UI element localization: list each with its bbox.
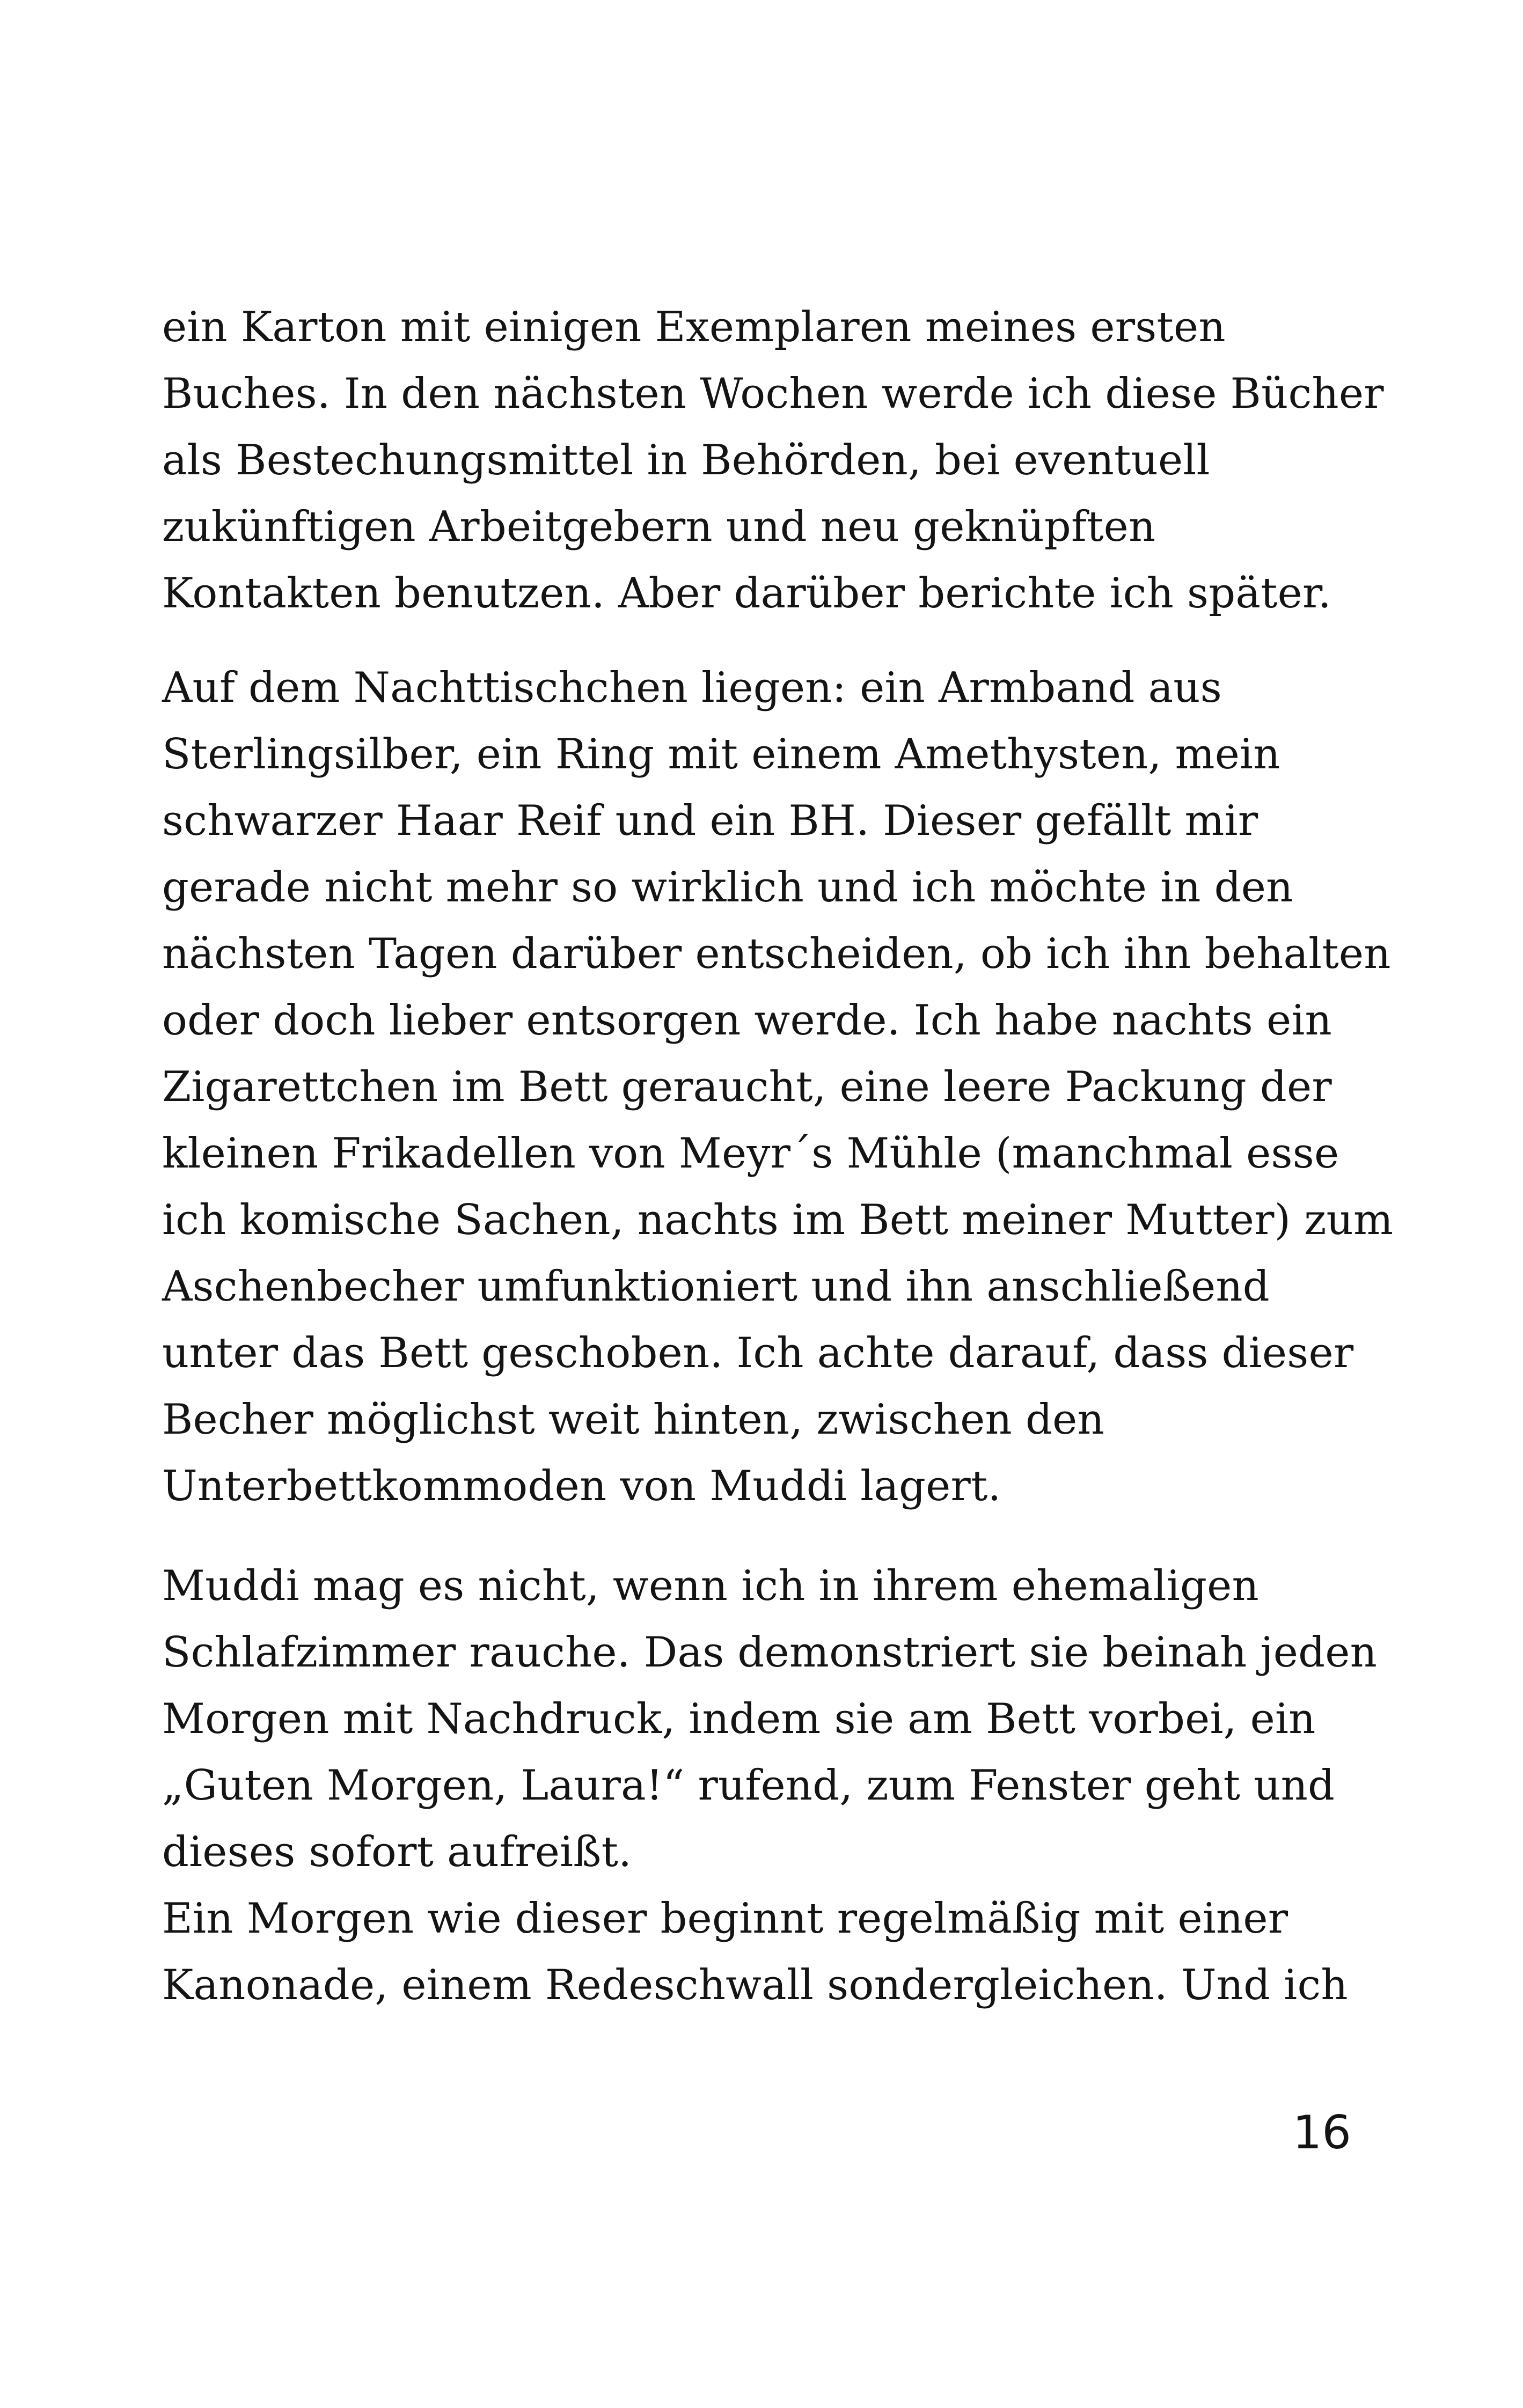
text-line: oder doch lieber entsorgen werde. Ich habe nachts ein (162, 996, 1332, 1045)
text-line: Aschenbecher umfunktioniert und ihn anschließend (162, 1262, 1270, 1311)
text-line: zukünftigen Arbeitgebern und neu geknüpften (162, 503, 1156, 551)
text-line: Kontakten benutzen. Aber darüber berichte ich später. (162, 569, 1331, 618)
text-line: unter das Bett geschoben. Ich achte darauf, dass dieser (162, 1329, 1354, 1377)
text-line: schwarzer Haar Reif und ein BH. Dieser gefällt mir (162, 797, 1258, 845)
text-line: dieses sofort aufreißt. (162, 1828, 632, 1876)
text-line: Sterlingsilber, ein Ring mit einem Amethysten, mein (162, 730, 1280, 779)
text-line: Muddi mag es nicht, wenn ich in ihrem ehemaligen (162, 1562, 1259, 1610)
text-line: Ein Morgen wie dieser beginnt regelmäßig mit einer (162, 1895, 1288, 1943)
text-line: kleinen Frikadellen von Meyr´s Mühle (manchmal esse (162, 1129, 1339, 1178)
text-line: ein Karton mit einigen Exemplaren meines ersten (162, 303, 1226, 351)
text-line: Unterbettkommoden von Muddi lagert. (162, 1462, 1001, 1510)
text-line: Kanonade, einem Redeschwall sondergleichen. Und ich (162, 1961, 1348, 2009)
text-line: Buches. In den nächsten Wochen werde ich diese Bücher (162, 370, 1384, 418)
text-line: ich komische Sachen, nachts im Bett meiner Mutter) zum (162, 1196, 1394, 1244)
page-number: 16 (1292, 2106, 1351, 2160)
text-line: Morgen mit Nachdruck, indem sie am Bett vorbei, ein (162, 1695, 1316, 1743)
text-line: gerade nicht mehr so wirklich und ich möchte in den (162, 863, 1293, 912)
text-line: Becher möglichst weit hinten, zwischen den (162, 1396, 1104, 1444)
text-line: „Guten Morgen, Laura!“ rufend, zum Fenster geht und (162, 1761, 1335, 1810)
text-line: Auf dem Nachttischchen liegen: ein Armband aus (162, 664, 1222, 712)
text-line: als Bestechungsmittel in Behörden, bei eventuell (162, 436, 1210, 484)
text-line: nächsten Tagen darüber entscheiden, ob ich ihn behalten (162, 930, 1391, 978)
text-line: Zigarettchen im Bett geraucht, eine leere Packung der (162, 1063, 1332, 1111)
text-line: Schlafzimmer rauche. Das demonstriert sie beinah jeden (162, 1628, 1378, 1677)
